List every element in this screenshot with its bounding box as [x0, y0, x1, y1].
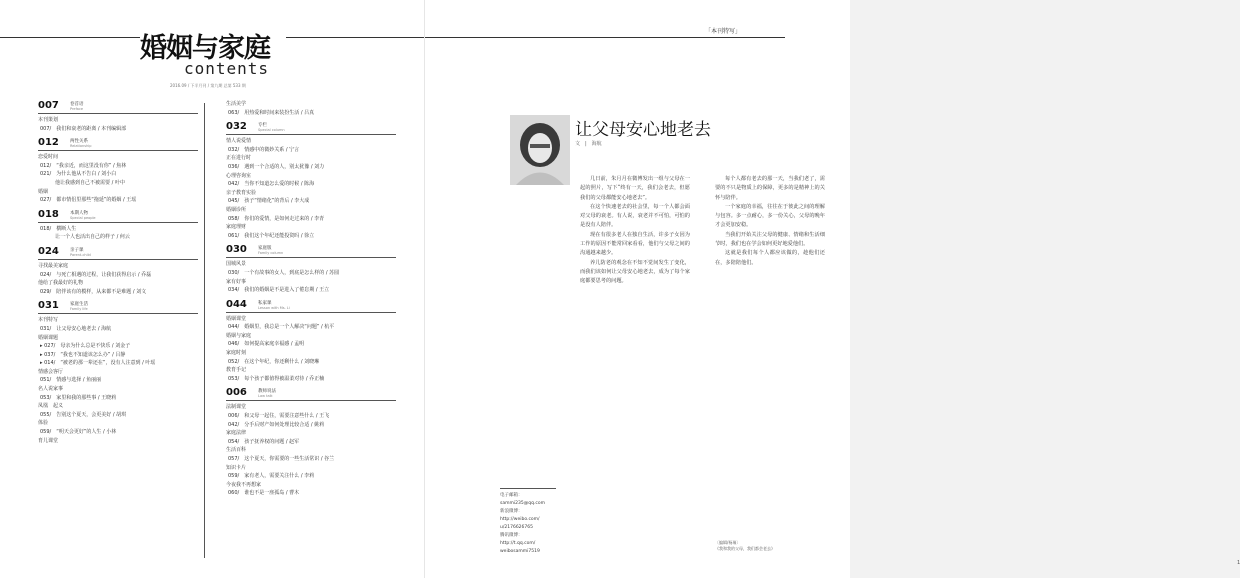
- toc-entry[interactable]: 024/ 与死亡相遇的过程，让我们获得启示 / 乔磊: [40, 271, 152, 278]
- contact-line: u/2176626765: [500, 525, 533, 530]
- toc-subheading: 本刊策划: [38, 117, 59, 123]
- toc-entry[interactable]: 042/ 当你不知道怎么爱的时候 / 陈海: [228, 181, 315, 188]
- toc-subheading: 本刊特写: [38, 317, 59, 324]
- toc-subheading: 知识卡片: [226, 464, 247, 471]
- toc-entry[interactable]: 055/ 告别这个夏天，会更美好 / 胡琪: [40, 411, 127, 418]
- toc-entry[interactable]: 054/ 孩子抚养权的问题 / 赵军: [228, 438, 300, 445]
- toc-entry[interactable]: 029/ 陪伴该有的模样，从来都不是难题 / 刘文: [40, 288, 147, 295]
- contact-line: 腾讯微博：: [500, 533, 523, 538]
- contact-line: weibosammi7519: [500, 549, 540, 554]
- contact-line: sammi235@qq.com: [500, 501, 545, 506]
- toc-entry[interactable]: 051/ 情感与选择 / 鱼丽丽: [40, 377, 102, 384]
- toc-subheading: 国城风景: [226, 261, 247, 268]
- contact-line: http://weibo.com/: [500, 517, 540, 522]
- toc-entry[interactable]: 027/ 都市情侣里那些“拖延”的婚姻 / 王瑶: [40, 197, 137, 204]
- toc-subheading: 婚姻课堂: [226, 315, 247, 322]
- toc-entry[interactable]: 034/ 我们的婚姻是不是进入了倦怠期 / 王立: [228, 287, 330, 294]
- toc-section-name: 亲子课: [70, 247, 84, 253]
- toc-entry[interactable]: 006/ 和父母一起住，需要注意些什么 / 王飞: [228, 413, 330, 420]
- toc-section-title: [258, 123, 285, 133]
- toc-subheading: 法制课堂: [226, 404, 247, 411]
- toc-subheading: 婚姻与家庭: [226, 332, 252, 339]
- toc-entry[interactable]: 他让我感到自己不被需要 / 叶中: [40, 179, 125, 186]
- issue-line: 2016.09 / 下半月刊 / 第九期 总第 533 期: [170, 83, 246, 88]
- toc-entry[interactable]: 046/ 如何提高家庭幸福感 / 孟明: [228, 341, 305, 348]
- contact-line: http://t.qq.com/: [500, 541, 536, 546]
- toc-section: [226, 121, 396, 240]
- toc-section-name-en: Preface: [70, 107, 84, 111]
- toc-section: [226, 387, 396, 498]
- toc-entry[interactable]: 018/ 横断人生: [40, 225, 77, 232]
- toc-section-number: 044: [226, 298, 247, 310]
- toc-section-number: 006: [226, 387, 247, 399]
- toc-section: [38, 137, 198, 205]
- toc-entry[interactable]: 032/ 情感中的微妙关系 / 宁言: [228, 146, 300, 153]
- toc-section-name: 专栏: [258, 123, 267, 129]
- toc-section: [38, 300, 198, 445]
- toc-section-header: [38, 100, 198, 114]
- toc-section-number: 024: [38, 245, 59, 257]
- toc-entry[interactable]: 061/ 我们这个年纪还能投资吗 / 徐立: [228, 232, 315, 239]
- toc-subheading: 心理咨询室: [226, 172, 252, 179]
- note-line: 〔编辑/杨瑞〕: [715, 540, 741, 545]
- toc-entry[interactable]: 059/ 家有老人，需要关注什么 / 李莉: [228, 473, 315, 480]
- article-paragraph: 每个人都有老去的那一天，当我们老了，需要的不只是物质上的保障，更多的是精神上的关怀与陪伴。: [715, 176, 825, 201]
- contact-rule: [500, 488, 556, 489]
- toc-section-name: 家庭生活: [70, 302, 88, 308]
- author-contact: [500, 492, 545, 556]
- toc-subheading: 正在进行时: [226, 155, 252, 162]
- top-rule-left: [0, 37, 140, 38]
- toc-subheading: 家庭理财: [226, 224, 247, 231]
- toc-subheading: 生活美学: [226, 101, 247, 107]
- toc-subheading: 家庭法律: [226, 430, 247, 437]
- toc-section-number: 018: [38, 208, 59, 220]
- toc-column-right: [226, 100, 396, 502]
- toc-section-name-en: Special people: [70, 215, 96, 220]
- article-paragraph: 现在有很多老人在独自生活，许多子女因为工作的原因不能常回家看看，他们与父母之间的沟通越来越少。: [580, 231, 690, 257]
- toc-subheading: 婚姻: [38, 188, 49, 195]
- toc-entry[interactable]: 036/ 遇到一个合适的人，别太犹豫 / 刘力: [228, 163, 325, 170]
- toc-entry[interactable]: 052/ 在这个年纪，你还剩什么 / 刘晓琳: [228, 358, 320, 365]
- toc-section-title: [258, 389, 276, 399]
- toc-entry[interactable]: ▸ 037/ “我也不知道该怎么办” / 吕静: [38, 351, 198, 360]
- toc-section-name: 本期人物: [70, 210, 88, 216]
- toc-subheading: 情感会客厅: [38, 368, 64, 375]
- note-line: 《我和我的父母，我们都会老去》: [715, 546, 775, 551]
- toc-subheading: 婚姻诊所: [226, 206, 247, 213]
- article-paragraph: 这就是我们每个人都应该做的，趁他们还在，多陪陪他们。: [715, 250, 825, 266]
- toc-entry[interactable]: 012/ “我亲近，而这里没有你” / 焦林: [40, 162, 127, 169]
- toc-entry[interactable]: 057/ 这个夏天，你需要的一些生活常识 / 谷兰: [228, 456, 335, 462]
- toc-section-title: [70, 211, 96, 221]
- toc-subheading: 育儿课堂: [38, 437, 59, 444]
- toc-subheading: 家有好事: [226, 278, 247, 285]
- toc-section-name-en: Law talk: [258, 394, 273, 399]
- article-byline: 文 | 海航: [575, 141, 602, 147]
- section-banner: 「本刊特写」: [705, 28, 742, 35]
- toc-entry[interactable]: 059/ “明天会更好”的人生 / 小林: [40, 429, 117, 436]
- toc-section-title: [70, 302, 88, 312]
- contact-line: 新浪微博：: [500, 509, 523, 514]
- toc-subheading: 家庭时刻: [226, 350, 247, 357]
- toc-section-header: [226, 387, 396, 401]
- article-paragraph: 当我们开始关注父母的健康、情绪和生活细节时，我们也在学会如何更好地爱他们。: [715, 231, 825, 248]
- toc-entry[interactable]: 031/ 让父母安心地老去 / 海航: [40, 325, 112, 332]
- contents-heading: contents: [184, 59, 270, 78]
- toc-subheading: 婚姻课题: [38, 334, 59, 341]
- toc-subheading: 情人说爱情: [226, 138, 252, 145]
- toc-entry[interactable]: 053/ 家里和我的那些事 / 王晓莉: [40, 394, 117, 401]
- article-paragraph: 在这个快速老去的社会里，每一个人都会面对父母的衰老。有人说，衰老并不可怕，可怕的是没有人陪伴。: [580, 203, 690, 229]
- toc-section-name-en: Relationship: [70, 144, 92, 149]
- toc-section: [226, 244, 396, 294]
- toc-subheading: 恋爱时间: [38, 154, 59, 161]
- toc-entry[interactable]: 007/ 我们和衰老的距离 / 本刊编辑部: [40, 125, 127, 132]
- toc-entry[interactable]: 053/ 每个孩子都值得被温柔对待 / 乔正楠: [228, 375, 325, 382]
- toc-entry[interactable]: 021/ 为什么他从不告白 / 刘小白: [40, 171, 117, 178]
- article-column-1: [580, 175, 690, 287]
- toc-section-title: [70, 102, 84, 112]
- toc-section-number: 007: [38, 100, 59, 111]
- article-paragraph: 养儿防老的观念在不知不觉间发生了变化，而我们该如何让父母安心地老去，成为了每个家庭都要思考的问题。: [580, 259, 690, 285]
- toc-section: [226, 100, 396, 117]
- toc-section-header: [38, 209, 198, 223]
- toc-entry[interactable]: 044/ 婚姻里，我总是一个人解决“问题” / 杭平: [228, 324, 335, 331]
- article-column-2: [715, 175, 825, 268]
- toc-subheading: 体验: [38, 420, 49, 427]
- toc-entry[interactable]: 060/ 谁也不是一座孤岛 / 曹木: [228, 490, 300, 497]
- toc-entry[interactable]: 042/ 分手后财产如何处理比较合适 / 姚莉: [228, 421, 325, 428]
- toc-section: [38, 100, 198, 133]
- article-page: [425, 0, 1240, 578]
- toc-section-name: 卷首语: [70, 102, 84, 107]
- article-paragraph: 一个家庭的幸福，往往在于彼此之间的理解与包容。多一点耐心，多一份关心，父母的晚年才会更加安稳。: [715, 203, 825, 229]
- toc-section: [38, 209, 198, 242]
- page-number: 1: [1237, 560, 1240, 566]
- toc-section-name-en: Lesson with Ms. Li: [258, 305, 290, 310]
- toc-section-number: 012: [38, 137, 59, 149]
- toc-section: [38, 246, 198, 296]
- contents-page: [0, 0, 425, 578]
- toc-section-name-en: Special column: [258, 128, 285, 133]
- editor-note: [715, 540, 775, 552]
- toc-section-header: [226, 299, 396, 313]
- toc-section-name: 两性关系: [70, 139, 88, 145]
- toc-entry[interactable]: 063/ 用热爱和时间来装扮生活 / 吕真: [228, 109, 315, 116]
- contact-line: 电子邮箱：: [500, 493, 523, 498]
- toc-section-name: 教师说法: [258, 389, 276, 395]
- toc-entry[interactable]: 让一个人也活出自己的样子 / 何云: [40, 234, 130, 241]
- toc-section-title: [258, 301, 290, 311]
- toc-column-left: [38, 100, 198, 449]
- toc-section-name-en: Family life: [70, 307, 88, 312]
- magazine-logo: 婚姻与家庭: [140, 33, 270, 64]
- toc-section-header: [226, 244, 396, 258]
- toc-subheading: 教育手记: [226, 367, 247, 374]
- article-paragraph: 几日前，朱月月在微博发出一组与父母在一起的照片，写下“终有一天，我们会老去，但愿我们的父母都能安心地老去”。: [580, 176, 690, 201]
- toc-section-header: [38, 137, 198, 151]
- toc-subheading: 生活百科: [226, 447, 247, 454]
- column-divider: [204, 103, 205, 558]
- toc-section-name: 私家课: [258, 300, 272, 306]
- toc-section-name-en: Parent-child: [70, 252, 91, 257]
- toc-section-number: 030: [226, 244, 247, 256]
- toc-section-name-en: Family column: [258, 251, 284, 256]
- toc-subheading: 凤凰 起义: [38, 403, 64, 410]
- toc-section-header: [38, 300, 198, 314]
- toc-entry[interactable]: ▸ 014/ “被老的那一辈还在”，没有人注意到 / 叶瑶: [38, 359, 198, 368]
- toc-subheading: 名人说家事: [38, 386, 64, 393]
- toc-section-name: 家庭版: [258, 246, 272, 252]
- toc-section-title: [70, 248, 91, 258]
- toc-section-title: [70, 139, 92, 149]
- toc-section: [226, 299, 396, 384]
- toc-entry[interactable]: 030/ 一个有故事的女人，到底是怎么样的 / 苏圆: [228, 269, 340, 276]
- toc-entry[interactable]: ▸ 027/ 母亲为什么总是不快乐 / 刘金子: [38, 342, 198, 351]
- article-title: 让父母安心地老去: [575, 120, 711, 140]
- toc-section-number: 031: [38, 300, 59, 312]
- toc-section-header: [38, 246, 198, 260]
- toc-entry[interactable]: 045/ 孩子“情绪化”的背后 / 李大成: [228, 198, 310, 205]
- toc-subheading: 亲子教育实验: [226, 189, 257, 196]
- top-rule-right: [286, 37, 425, 38]
- banner-rule: [425, 37, 785, 38]
- toc-subheading: 寻找最美家庭: [38, 262, 69, 269]
- toc-entry[interactable]: 058/ 你们的爱情，是如何走过来的 / 李青: [228, 215, 325, 222]
- toc-section-title: [258, 246, 283, 256]
- toc-section-number: 032: [226, 121, 247, 133]
- toc-section-header: [226, 121, 396, 135]
- author-photo: [510, 115, 570, 185]
- toc-subheading: 他给了我最好的礼物: [38, 280, 84, 287]
- toc-subheading: 今夜我不再想家: [226, 481, 262, 488]
